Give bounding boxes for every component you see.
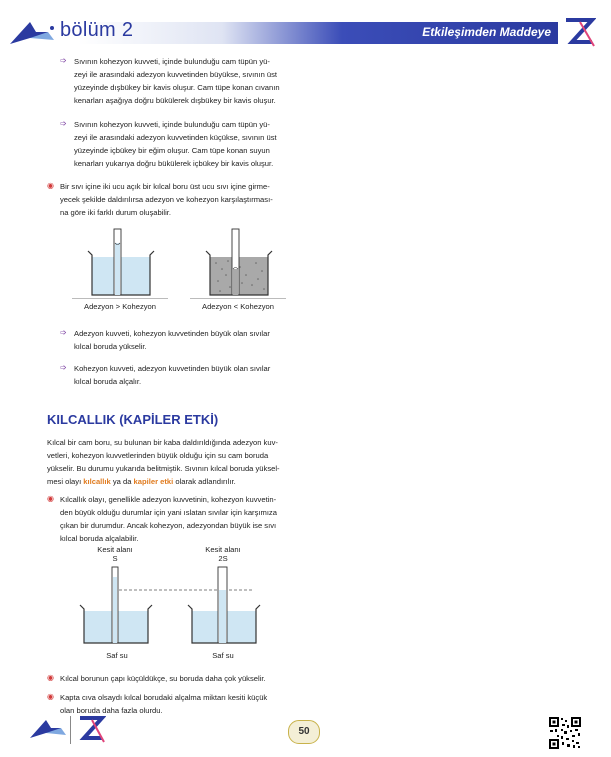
bullet-7-text	[60, 672, 304, 685]
caption-adhesion-greater: Adezyon > Kohezyon	[84, 302, 156, 311]
caption-pure-water-right: Saf su	[212, 651, 234, 660]
bullet-target-icon: ◉	[47, 692, 54, 701]
cross-section-label-left: Kesit alanı	[97, 545, 133, 554]
footer-arrow-logo-icon	[28, 716, 68, 742]
text-line	[47, 475, 305, 488]
text-line: na göre iki farklı durum oluşabilir.	[60, 208, 172, 217]
text-line: zeyi ile arasındaki adezyon kuvvetinden küçükse, sıvının üst	[74, 133, 277, 142]
text-line: Sıvının kohezyon kuvveti, içinde bulunduğu cam tüpün yü-	[74, 57, 270, 66]
text-line: Sıvının kohezyon kuvveti, içinde bulunduğu cam tüpün yü-	[74, 120, 270, 129]
bullet-6-text	[60, 493, 304, 545]
text-line: Kohezyon kuvveti, adezyon kuvvetinden büyük olan sıvılar	[74, 364, 271, 373]
text-line: vetleri, kohezyon kuvvetlerinden büyük olduğu için su cam boruda	[47, 451, 269, 460]
capillary-figure-1	[70, 225, 290, 300]
footer-z-logo-icon	[76, 714, 106, 744]
text-line: kılcal boruda yükselir.	[74, 342, 147, 351]
page-number: 50	[288, 720, 320, 744]
bullet-1-text	[74, 55, 304, 107]
text-span: ya da	[110, 477, 134, 486]
text-line: olan boruda daha fazla olurdu.	[60, 706, 163, 715]
figure-1-rule	[190, 298, 286, 299]
bullet-arrow-icon: ➩	[60, 363, 67, 372]
section-label: bölüm 2	[60, 19, 134, 41]
text-line: Kılcallık olayı, genellikle adezyon kuvvetinin, kohezyon kuvvetin-	[60, 495, 277, 504]
bullet-target-icon: ◉	[47, 181, 54, 190]
intro-paragraph	[47, 436, 305, 488]
bullet-target-icon: ◉	[47, 673, 54, 682]
text-line: kılcal boruda alçalır.	[74, 377, 142, 386]
bullet-3-text	[60, 180, 304, 219]
bullet-arrow-icon: ➩	[60, 119, 67, 128]
caption-pure-water-left: Saf su	[106, 651, 128, 660]
qr-code-icon	[548, 716, 582, 750]
footer-divider	[70, 716, 71, 744]
beaker-right	[206, 229, 272, 295]
text-line: zeyi ile arasındaki adezyon kuvvetinden büyükse, sıvının üst	[74, 70, 278, 79]
text-line: Kılcal bir cam boru, su bulunan bir kaba daldırıldığında adezyon kuv-	[47, 438, 278, 447]
bullet-4-text	[74, 327, 304, 353]
text-line: yükselir. Bu durumu yukarıda belitmiştik. Sıvının kılcal boruda yüksel-	[47, 464, 280, 473]
beaker-right-2	[188, 567, 260, 643]
text-line: yüzeyinde içbükey bir eğim oluşur. Cam tüpe konan suyun	[74, 146, 270, 155]
highlight-kapiler-etki: kapiler etki	[133, 477, 174, 486]
text-line: den büyük olduğu durumlar için yani ıslatan sıvılar için karşımıza	[60, 508, 277, 517]
text-span: mesi olayı	[47, 477, 84, 486]
text-line: Kapta cıva olsaydı kılcal borudaki alçalma miktarı kesiti küçük	[60, 693, 268, 702]
text-line: Adezyon kuvveti, kohezyon kuvvetinden büyük olan sıvılar	[74, 329, 270, 338]
bullet-5-text	[74, 362, 304, 388]
text-line: kılcal boruda alçalabilir.	[60, 534, 139, 543]
text-line: kenarları aşağıya doğru bükülerek dışbükey bir kavis oluşur.	[74, 96, 276, 105]
header-z-logo-icon	[562, 16, 596, 48]
caption-adhesion-less: Adezyon < Kohezyon	[202, 302, 274, 311]
text-line: yüzeyinde dışbükey bir kavis oluşur. Cam tüpe konan cıvanın	[74, 83, 280, 92]
text-line: Kılcal borunun çapı küçüldükçe, su boruda daha çok yükselir.	[60, 674, 266, 683]
text-line: kenarları yukarıya doğru bükülerek içbükey bir kavis oluşur.	[74, 159, 274, 168]
capillary-figure-2	[72, 563, 272, 649]
text-line: çıkan bir durumdur. Ancak kohezyon, adezyondan büyük ise sıvı	[60, 521, 277, 530]
section-title: KILCALLIK (KAPİLER ETKİ)	[47, 412, 219, 427]
cross-section-symbol-left: S	[112, 554, 118, 563]
beaker-left	[88, 229, 154, 295]
highlight-kilcallik: kılcallık	[83, 477, 111, 486]
text-line: yecek şekilde daldırılırsa adezyon ve kohezyon karşılaştırması-	[60, 195, 273, 204]
cross-section-label-right: Kesit alanı	[205, 545, 241, 554]
text-span: olarak adlandırılır.	[173, 477, 236, 486]
bullet-arrow-icon: ➩	[60, 56, 67, 65]
header-title: Etkileşimden Maddeye	[422, 25, 551, 39]
bullet-2-text	[74, 118, 304, 170]
cross-section-symbol-right: 2S	[218, 554, 228, 563]
figure-1-rule	[72, 298, 168, 299]
text-line: Bir sıvı içine iki ucu açık bir kılcal boru üst ucu sıvı içine girme-	[60, 182, 270, 191]
bullet-target-icon: ◉	[47, 494, 54, 503]
bullet-arrow-icon: ➩	[60, 328, 67, 337]
header-arrow-logo-icon	[8, 18, 56, 48]
beaker-left-2	[80, 567, 152, 643]
